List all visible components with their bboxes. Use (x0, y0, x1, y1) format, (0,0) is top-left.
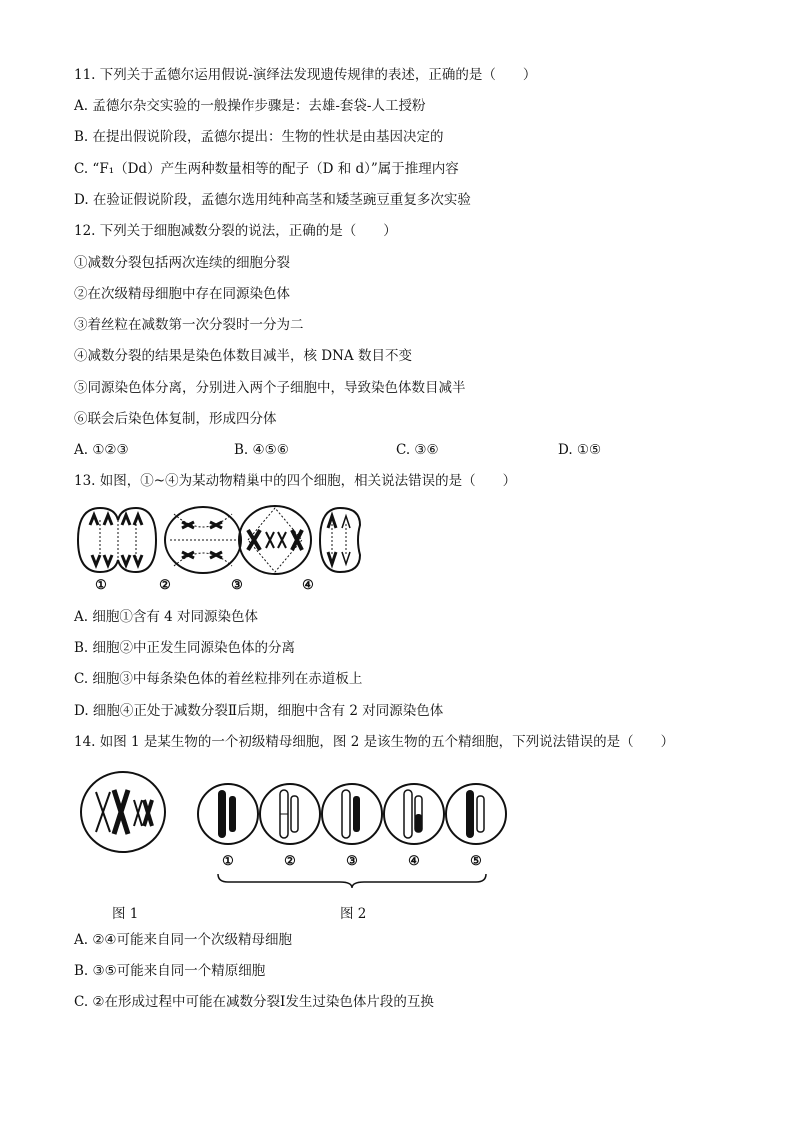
q12-statement-3: ③着丝粒在减数第一次分裂时一分为二 (74, 317, 304, 333)
q13-option-a: A. 细胞①含有 4 对同源染色体 (74, 609, 259, 625)
q14-label-5: ⑤ (470, 854, 482, 869)
q14-label-2: ② (284, 854, 296, 869)
q12-stem: 12. 下列关于细胞减数分裂的说法，正确的是（ ） (74, 223, 397, 239)
q11-option-b: B. 在提出假说阶段，孟德尔提出：生物的性状是由基因决定的 (74, 129, 444, 145)
q13-label-3: ③ (231, 578, 243, 593)
q12-statement-6: ⑥联会后染色体复制，形成四分体 (74, 411, 277, 427)
q13-cell-3 (239, 506, 311, 574)
q14-label-4: ④ (408, 854, 420, 869)
q13-option-c: C. 细胞③中每条染色体的着丝粒排列在赤道板上 (74, 671, 363, 687)
q13-cell-4 (320, 508, 360, 572)
q12-statement-2: ②在次级精母细胞中存在同源染色体 (74, 286, 290, 302)
q14-fig1-cell (81, 772, 165, 852)
q14-fig2-cell-4 (384, 784, 444, 844)
q14-option-a: A. ②④可能来自同一个次级精母细胞 (74, 932, 293, 948)
q14-fig1-caption: 图 1 (112, 906, 139, 922)
q14-fig2-cell-2 (260, 784, 320, 844)
q13-label-2: ② (159, 578, 171, 593)
q13-label-1: ① (95, 578, 107, 593)
q14-stem: 14. 如图 1 是某生物的一个初级精母细胞，图 2 是该生物的五个精细胞，下列说法错误的是（ ） (74, 734, 675, 750)
q11-option-d: D. 在验证假说阶段，孟德尔选用纯种高茎和矮茎豌豆重复多次实验 (74, 192, 471, 208)
q13-label-4: ④ (302, 578, 314, 593)
q11-option-c: C. “F₁（Dd）产生两种数量相等的配子（D 和 d）”属于推理内容 (74, 161, 459, 177)
q13-option-d: D. 细胞④正处于减数分裂Ⅱ后期，细胞中含有 2 对同源染色体 (74, 703, 444, 719)
q12-choice-d: D. ①⑤ (558, 442, 602, 458)
q14-fig2-caption: 图 2 (340, 906, 367, 922)
q13-option-b: B. 细胞②中正发生同源染色体的分离 (74, 640, 296, 656)
q14-cells-svg (78, 770, 498, 890)
q14-option-b: B. ③⑤可能来自同一个精原细胞 (74, 963, 266, 979)
q13-figure (70, 500, 360, 600)
q14-label-3: ③ (346, 854, 358, 869)
q12-choice-c: C. ③⑥ (396, 442, 439, 458)
q12-choice-a: A. ①②③ (74, 442, 129, 458)
q13-cell-2 (165, 507, 241, 573)
q14-fig2-cell-1 (198, 784, 258, 844)
q14-figure (78, 770, 498, 890)
q14-fig2-cell-3 (322, 784, 382, 844)
q14-label-1: ① (222, 854, 234, 869)
q11-option-a: A. 孟德尔杂交实验的一般操作步骤是：去雄-套袋-人工授粉 (74, 98, 426, 114)
q14-option-c: C. ②在形成过程中可能在减数分裂Ⅰ发生过染色体片段的互换 (74, 994, 434, 1010)
q11-stem: 11. 下列关于孟德尔运用假说-演绎法发现遗传规律的表述，正确的是（ ） (74, 67, 537, 83)
q13-cell-1 (78, 508, 156, 572)
q13-stem: 13. 如图，①~④为某动物精巢中的四个细胞，相关说法错误的是（ ） (74, 473, 517, 489)
q12-statement-4: ④减数分裂的结果是染色体数目减半，核 DNA 数目不变 (74, 348, 412, 364)
q14-fig2-brace (218, 874, 486, 888)
q14-fig2-cell-5 (446, 784, 506, 844)
q12-statement-5: ⑤同源染色体分离，分别进入两个子细胞中，导致染色体数目减半 (74, 380, 466, 396)
q12-statement-1: ①减数分裂包括两次连续的细胞分裂 (74, 255, 290, 271)
q12-choice-b: B. ④⑤⑥ (234, 442, 289, 458)
